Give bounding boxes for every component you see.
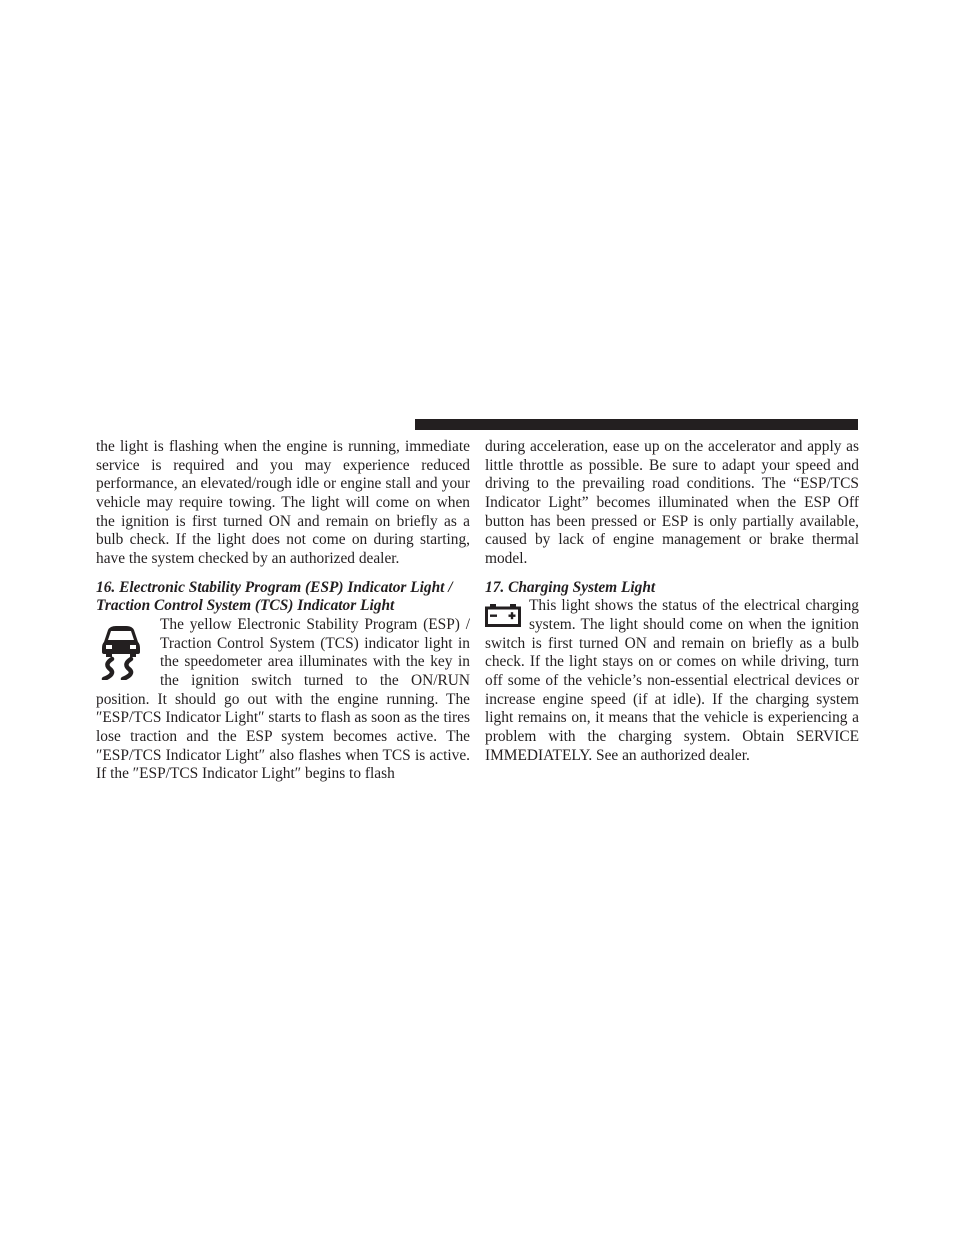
esp-tcs-skidding-car-icon — [96, 624, 154, 680]
continued-paragraph: during acceleration, ease up on the accelerator and apply as little throttle as possible. Be sure to adapt your speed and driving to the prevailing road conditions. The “ESP/TCS Indicator Light” becomes illuminated when the ESP Off button has been pressed or ESP is only partially available, caused by lack of engine management or brake thermal model. — [485, 438, 859, 567]
battery-icon — [485, 603, 527, 631]
intro-paragraph: the light is flashing when the engine is running, immediate service is required and you may experience reduced performance, an elevated/rough idle or engine stall and your vehicle may require towing. The light will come on when the ignition is first turned ON and remain on briefly as a bulb check. If the light does not come on during starting, have the system checked by an authorized dealer. — [96, 438, 470, 567]
section-16-body: The yellow Electronic Stability Program (ESP) / Traction Control System (TCS) indicator light in the speedometer area illuminates with the key in the ignition switch turned to the ON/RUN position. It should go out with the engine running. The ″ESP/TCS Indicator Light″ starts to flash as soon as the tires lose traction and the ESP system becomes active. The ″ESP/TCS Indicator Light″ also flashes when TCS is active. If the ″ESP/TCS Indicator Light″ begins to flash — [96, 615, 470, 783]
section-16-heading: 16. Electronic Stability Program (ESP) Indicator Light / Traction Control System (TCS) Indicator Light — [96, 578, 453, 615]
right-column — [485, 438, 859, 765]
section-17-heading: 17. Charging System Light — [485, 578, 656, 596]
left-column — [96, 438, 470, 784]
header-bar — [415, 419, 858, 430]
section-17-body: This light shows the status of the electrical charging system. The light should come on when the ignition switch is first turned ON and remain on briefly as a bulb check. If the light stays on or comes on while driving, turn off some of the vehicle’s non-essential electrical devices or increase engine speed (if at idle). If the charging system light remains on, it means that the vehicle is experiencing a problem with the charging system. Obtain SERVICE IMMEDIATELY. See an authorized dealer. — [485, 597, 859, 764]
